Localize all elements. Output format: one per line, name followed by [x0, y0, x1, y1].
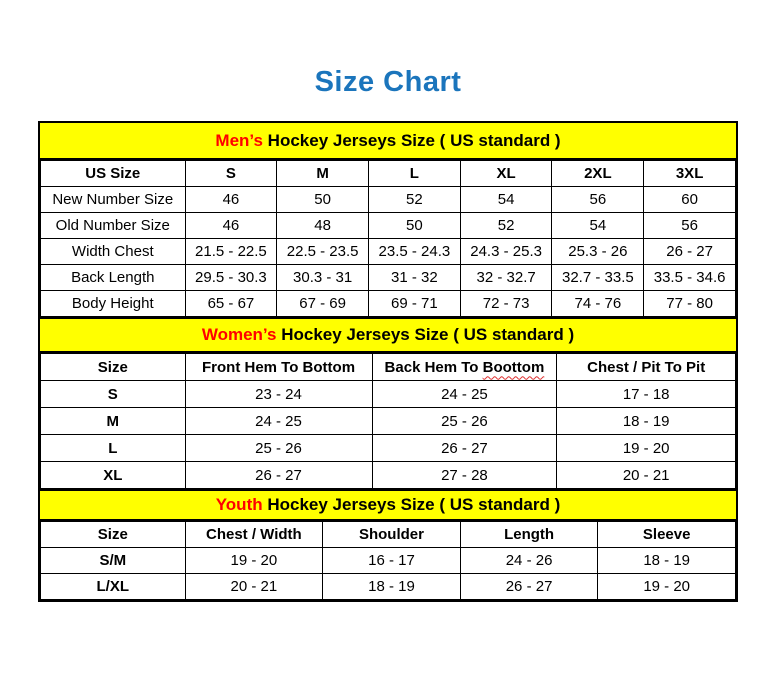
size-value-cell: 29.5 - 30.3 — [185, 265, 277, 291]
youth-size-table — [40, 521, 736, 600]
column-header — [372, 354, 557, 381]
row-label: XL — [41, 462, 186, 489]
womens-header-row — [41, 354, 736, 381]
size-value-cell: 67 - 69 — [277, 291, 369, 317]
table-row — [41, 574, 736, 600]
row-label: New Number Size — [41, 187, 186, 213]
size-value-cell: 18 - 19 — [598, 548, 736, 574]
row-label: Width Chest — [41, 239, 186, 265]
size-value-cell: 24.3 - 25.3 — [460, 239, 552, 265]
table-row — [41, 265, 736, 291]
size-value-cell: 27 - 28 — [372, 462, 557, 489]
womens-section-highlight: Women’s — [201, 325, 277, 344]
column-header: Shoulder — [323, 522, 461, 548]
size-value-cell: 26 - 27 — [644, 239, 736, 265]
table-row — [41, 187, 736, 213]
table-row — [41, 548, 736, 574]
youth-section-title: Hockey Jerseys Size ( US standard ) — [262, 495, 561, 514]
column-header: US Size — [41, 161, 186, 187]
size-value-cell: 50 — [369, 213, 461, 239]
mens-section-header — [40, 123, 736, 160]
womens-section-title: Hockey Jerseys Size ( US standard ) — [276, 325, 575, 344]
size-value-cell: 32.7 - 33.5 — [552, 265, 644, 291]
row-label: Back Length — [41, 265, 186, 291]
size-value-cell: 54 — [460, 187, 552, 213]
size-value-cell: 23.5 - 24.3 — [369, 239, 461, 265]
size-value-cell: 26 - 27 — [460, 574, 598, 600]
misspelled-word: Boottom — [482, 358, 545, 376]
column-header: 2XL — [552, 161, 644, 187]
size-value-cell: 19 - 20 — [598, 574, 736, 600]
column-header: Chest / Pit To Pit — [557, 354, 736, 381]
column-header-text: Back Hem To — [384, 358, 483, 376]
row-label: L — [41, 435, 186, 462]
column-header: Length — [460, 522, 598, 548]
youth-section-highlight: Youth — [215, 495, 263, 514]
table-row — [41, 435, 736, 462]
size-value-cell: 30.3 - 31 — [277, 265, 369, 291]
page-title: Size Chart — [314, 66, 462, 98]
column-header: Front Hem To Bottom — [185, 354, 372, 381]
size-value-cell: 25 - 26 — [185, 435, 372, 462]
column-header: M — [277, 161, 369, 187]
column-header: Size — [41, 522, 186, 548]
size-value-cell: 46 — [185, 213, 277, 239]
mens-size-table — [40, 160, 736, 317]
size-value-cell: 74 - 76 — [552, 291, 644, 317]
size-value-cell: 72 - 73 — [460, 291, 552, 317]
row-label: Old Number Size — [41, 213, 186, 239]
size-value-cell: 31 - 32 — [369, 265, 461, 291]
row-label: S/M — [41, 548, 186, 574]
mens-section-title: Hockey Jerseys Size ( US standard ) — [262, 130, 561, 150]
size-chart-tables — [38, 121, 738, 602]
size-value-cell: 46 — [185, 187, 277, 213]
mens-section-highlight: Men’s — [215, 130, 263, 150]
size-value-cell: 25.3 - 26 — [552, 239, 644, 265]
size-value-cell: 19 - 20 — [557, 435, 736, 462]
size-value-cell: 48 — [277, 213, 369, 239]
table-row — [41, 291, 736, 317]
size-value-cell: 32 - 32.7 — [460, 265, 552, 291]
table-row — [41, 462, 736, 489]
column-header: Chest / Width — [185, 522, 323, 548]
column-header: 3XL — [644, 161, 736, 187]
size-value-cell: 26 - 27 — [185, 462, 372, 489]
size-value-cell: 20 - 21 — [557, 462, 736, 489]
row-label: M — [41, 408, 186, 435]
size-value-cell: 24 - 25 — [185, 408, 372, 435]
table-row — [41, 239, 736, 265]
size-value-cell: 65 - 67 — [185, 291, 277, 317]
size-value-cell: 52 — [460, 213, 552, 239]
size-value-cell: 25 - 26 — [372, 408, 557, 435]
size-value-cell: 16 - 17 — [323, 548, 461, 574]
size-value-cell: 52 — [369, 187, 461, 213]
size-value-cell: 21.5 - 22.5 — [185, 239, 277, 265]
column-header: L — [369, 161, 461, 187]
size-value-cell: 23 - 24 — [185, 381, 372, 408]
size-value-cell: 26 - 27 — [372, 435, 557, 462]
row-label: S — [41, 381, 186, 408]
mens-header-row — [41, 161, 736, 187]
size-value-cell: 17 - 18 — [557, 381, 736, 408]
size-value-cell: 24 - 26 — [460, 548, 598, 574]
womens-size-table — [40, 353, 736, 489]
row-label: Body Height — [41, 291, 186, 317]
size-value-cell: 54 — [552, 213, 644, 239]
size-value-cell: 60 — [644, 187, 736, 213]
column-header: XL — [460, 161, 552, 187]
table-row — [41, 408, 736, 435]
size-value-cell: 20 - 21 — [185, 574, 323, 600]
size-value-cell: 22.5 - 23.5 — [277, 239, 369, 265]
size-value-cell: 69 - 71 — [369, 291, 461, 317]
size-value-cell: 33.5 - 34.6 — [644, 265, 736, 291]
size-value-cell: 56 — [644, 213, 736, 239]
size-value-cell: 18 - 19 — [323, 574, 461, 600]
size-value-cell: 19 - 20 — [185, 548, 323, 574]
size-value-cell: 24 - 25 — [372, 381, 557, 408]
column-header: S — [185, 161, 277, 187]
table-row — [41, 213, 736, 239]
womens-section-header — [40, 317, 736, 353]
row-label: L/XL — [41, 574, 186, 600]
size-value-cell: 50 — [277, 187, 369, 213]
table-row — [41, 381, 736, 408]
size-value-cell: 56 — [552, 187, 644, 213]
size-value-cell: 77 - 80 — [644, 291, 736, 317]
column-header: Sleeve — [598, 522, 736, 548]
youth-header-row — [41, 522, 736, 548]
size-value-cell: 18 - 19 — [557, 408, 736, 435]
column-header: Size — [41, 354, 186, 381]
youth-section-header — [40, 489, 736, 521]
